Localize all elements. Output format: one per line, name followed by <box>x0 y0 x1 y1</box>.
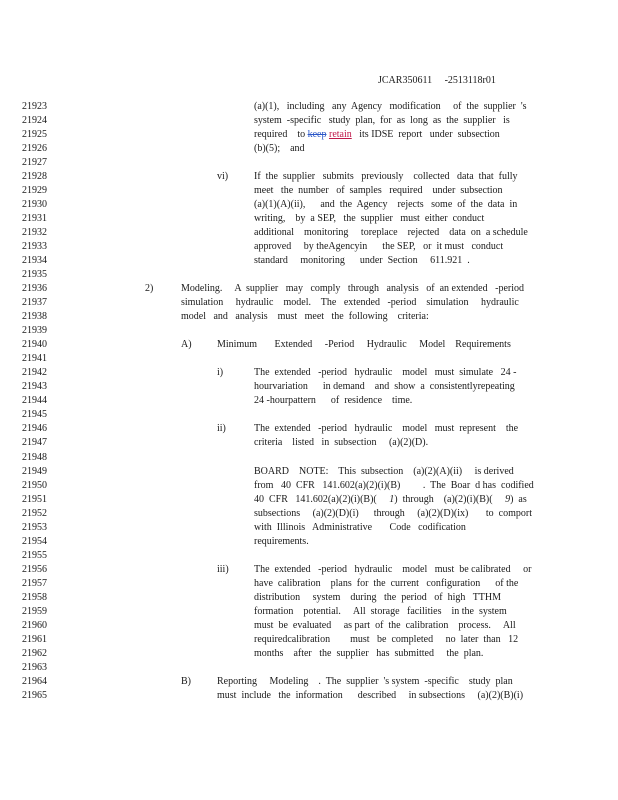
text-line <box>254 649 483 659</box>
line-number: 21925 <box>22 129 47 141</box>
text-segment: If the supplier submits previously collected data that fully <box>254 171 518 183</box>
line-number: 21934 <box>22 255 47 267</box>
text-segment: standard monitoring under Section 611.921 . <box>254 255 470 267</box>
line-number: 21923 <box>22 101 47 112</box>
line-number: 21932 <box>22 227 47 239</box>
line-number: 21947 <box>22 437 47 449</box>
text-line <box>254 116 510 126</box>
text-line <box>254 144 305 154</box>
text-line <box>254 621 516 631</box>
text-segment: requirements. <box>254 535 309 547</box>
line-number: 21951 <box>22 493 47 505</box>
list-marker: ii) <box>217 423 226 435</box>
text-segment: The extended -period hydraulic model must simulate 24 - <box>254 367 517 379</box>
text-line <box>254 200 517 210</box>
line-number: 21937 <box>22 297 47 309</box>
text-segment: 9 <box>505 493 511 505</box>
text-line <box>254 102 527 112</box>
text-segment: simulation hydraulic model. The extended -period simulation hydraulic <box>181 297 519 309</box>
text-segment: meet the number of samples required under subsection <box>254 185 503 197</box>
text-segment: required to <box>254 129 308 141</box>
line-number: 21962 <box>22 647 47 659</box>
text-line <box>254 256 470 266</box>
text-line <box>254 172 518 182</box>
text-segment: model and analysis must meet the following criteria: <box>181 311 429 323</box>
text-segment: writing, by a SEP, the supplier must either conduct <box>254 213 485 225</box>
line-number: 21926 <box>22 143 47 155</box>
text-line <box>254 607 507 617</box>
list-marker: B) <box>181 675 191 687</box>
line-number: 21935 <box>22 269 47 281</box>
line-number: 21929 <box>22 185 47 197</box>
text-segment: requiredcalibration must be completed no later than 12 <box>254 633 519 645</box>
list-marker: i) <box>217 367 224 379</box>
text-line <box>254 228 528 238</box>
text-segment: 40 CFR 141.602(a)(2)(i)(B)( <box>254 493 390 505</box>
line-number: 21930 <box>22 199 47 211</box>
text-segment: months after the supplier has submitted the plan. <box>254 647 484 659</box>
line-number: 21936 <box>22 283 47 295</box>
text-line <box>254 537 309 547</box>
text-segment: additional monitoring toreplace rejected data on a schedule <box>254 227 528 239</box>
text-line <box>254 565 531 575</box>
deleted-text: keep <box>307 129 327 141</box>
text-line <box>181 312 429 322</box>
text-segment: must include the information described in subsections (a)(2)(B)(i) <box>217 689 524 701</box>
line-number: 21938 <box>22 311 47 323</box>
text-line <box>254 481 534 491</box>
line-number: 21957 <box>22 577 47 589</box>
line-number: 21960 <box>22 619 47 631</box>
line-number: 21945 <box>22 409 47 421</box>
line-number: 21954 <box>22 535 47 547</box>
line-number: 21955 <box>22 549 47 561</box>
text-line <box>254 509 532 519</box>
text-segment: Modeling. A supplier may comply through analysis of an extended -period <box>181 283 524 295</box>
text-segment: Minimum Extended -Period Hydraulic Model Requirements <box>217 339 511 351</box>
text-segment: ) through (a)(2)(i)(B)( <box>394 493 506 505</box>
text-line <box>254 467 514 477</box>
text-line <box>254 396 412 406</box>
line-number: 21965 <box>22 689 47 701</box>
text-line <box>254 523 466 533</box>
list-marker: iii) <box>217 563 229 575</box>
line-number: 21956 <box>22 563 47 575</box>
text-segment: system -specific study plan, for as long as the supplier is <box>254 115 510 127</box>
text-line <box>254 242 503 252</box>
text-segment: criteria listed in subsection (a)(2)(D). <box>254 437 429 449</box>
text-line <box>254 438 428 448</box>
text-line <box>254 579 518 589</box>
text-line <box>254 382 515 392</box>
line-number: 21961 <box>22 633 47 645</box>
text-segment: hourvariation in demand and show a consistentlyrepeating <box>254 381 515 393</box>
text-segment: must be evaluated as part of the calibration process. All <box>254 619 516 631</box>
document-header: JCAR350611 -2513118r01 <box>378 75 496 86</box>
line-number: 21942 <box>22 367 47 379</box>
text-line <box>254 186 503 196</box>
text-segment: BOARD NOTE: This subsection (a)(2)(A)(ii) is derived <box>254 465 514 477</box>
text-segment: 24 -hourpattern of residence time. <box>254 395 413 407</box>
inserted-text: retain <box>328 129 352 141</box>
text-segment: distribution system during the period of high TTHM <box>254 591 502 603</box>
text-segment: The extended -period hydraulic model must represent the <box>254 423 519 435</box>
line-number: 21941 <box>22 353 47 365</box>
text-line <box>254 214 484 224</box>
text-segment: have calibration plans for the current configuration of the <box>254 577 519 589</box>
text-segment: (a)(1)(A)(ii), and the Agency rejects some of the data in <box>254 199 518 211</box>
line-number: 21948 <box>22 451 47 463</box>
text-line <box>181 298 519 308</box>
line-number: 21964 <box>22 675 47 687</box>
text-line <box>254 368 516 378</box>
text-segment: ) as <box>510 493 527 505</box>
text-segment: 1 <box>389 493 395 505</box>
text-line <box>181 284 524 294</box>
text-line <box>217 677 513 687</box>
list-marker: vi) <box>217 171 229 183</box>
text-line <box>254 130 500 140</box>
text-segment: from 40 CFR 141.602(a)(2)(i)(B) . The Boar d has codified <box>254 479 534 491</box>
line-number: 21931 <box>22 213 47 225</box>
text-line <box>217 340 511 350</box>
text-segment: its IDSE report under subsection <box>351 129 500 141</box>
line-number: 21949 <box>22 465 47 477</box>
text-segment: formation potential. All storage facilities in the system <box>254 605 507 617</box>
text-line <box>254 635 518 645</box>
text-segment: (b)(5); and <box>254 143 305 155</box>
list-marker: 2) <box>145 283 154 295</box>
text-segment: (a)(1), including any Agency modification of the supplier 's <box>254 101 527 112</box>
text-line <box>254 593 501 603</box>
line-number: 21952 <box>22 507 47 519</box>
line-number: 21927 <box>22 157 47 169</box>
text-segment: subsections (a)(2)(D)(i) through (a)(2)(D)(ix) to comport <box>254 507 532 519</box>
text-segment: approved by theAgencyin the SEP, or it must conduct <box>254 241 504 253</box>
text-segment: The extended -period hydraulic model must be calibrated or <box>254 563 532 575</box>
text-line <box>217 691 523 701</box>
line-number: 21943 <box>22 381 47 393</box>
line-number: 21958 <box>22 591 47 603</box>
list-marker: A) <box>181 339 192 351</box>
text-segment: Reporting Modeling . The supplier 's system -specific study plan <box>217 675 513 687</box>
line-number: 21944 <box>22 395 47 407</box>
line-number: 21950 <box>22 479 47 491</box>
line-number: 21939 <box>22 325 47 337</box>
line-number: 21928 <box>22 171 47 183</box>
text-segment: with Illinois Administrative Code codification <box>254 521 466 533</box>
line-number: 21963 <box>22 661 47 673</box>
text-line <box>254 495 527 505</box>
line-number: 21940 <box>22 339 47 351</box>
line-number: 21946 <box>22 423 47 435</box>
text-line <box>254 424 518 434</box>
line-number: 21933 <box>22 241 47 253</box>
line-number: 21924 <box>22 115 47 127</box>
line-number: 21953 <box>22 521 47 533</box>
line-number: 21959 <box>22 605 47 617</box>
